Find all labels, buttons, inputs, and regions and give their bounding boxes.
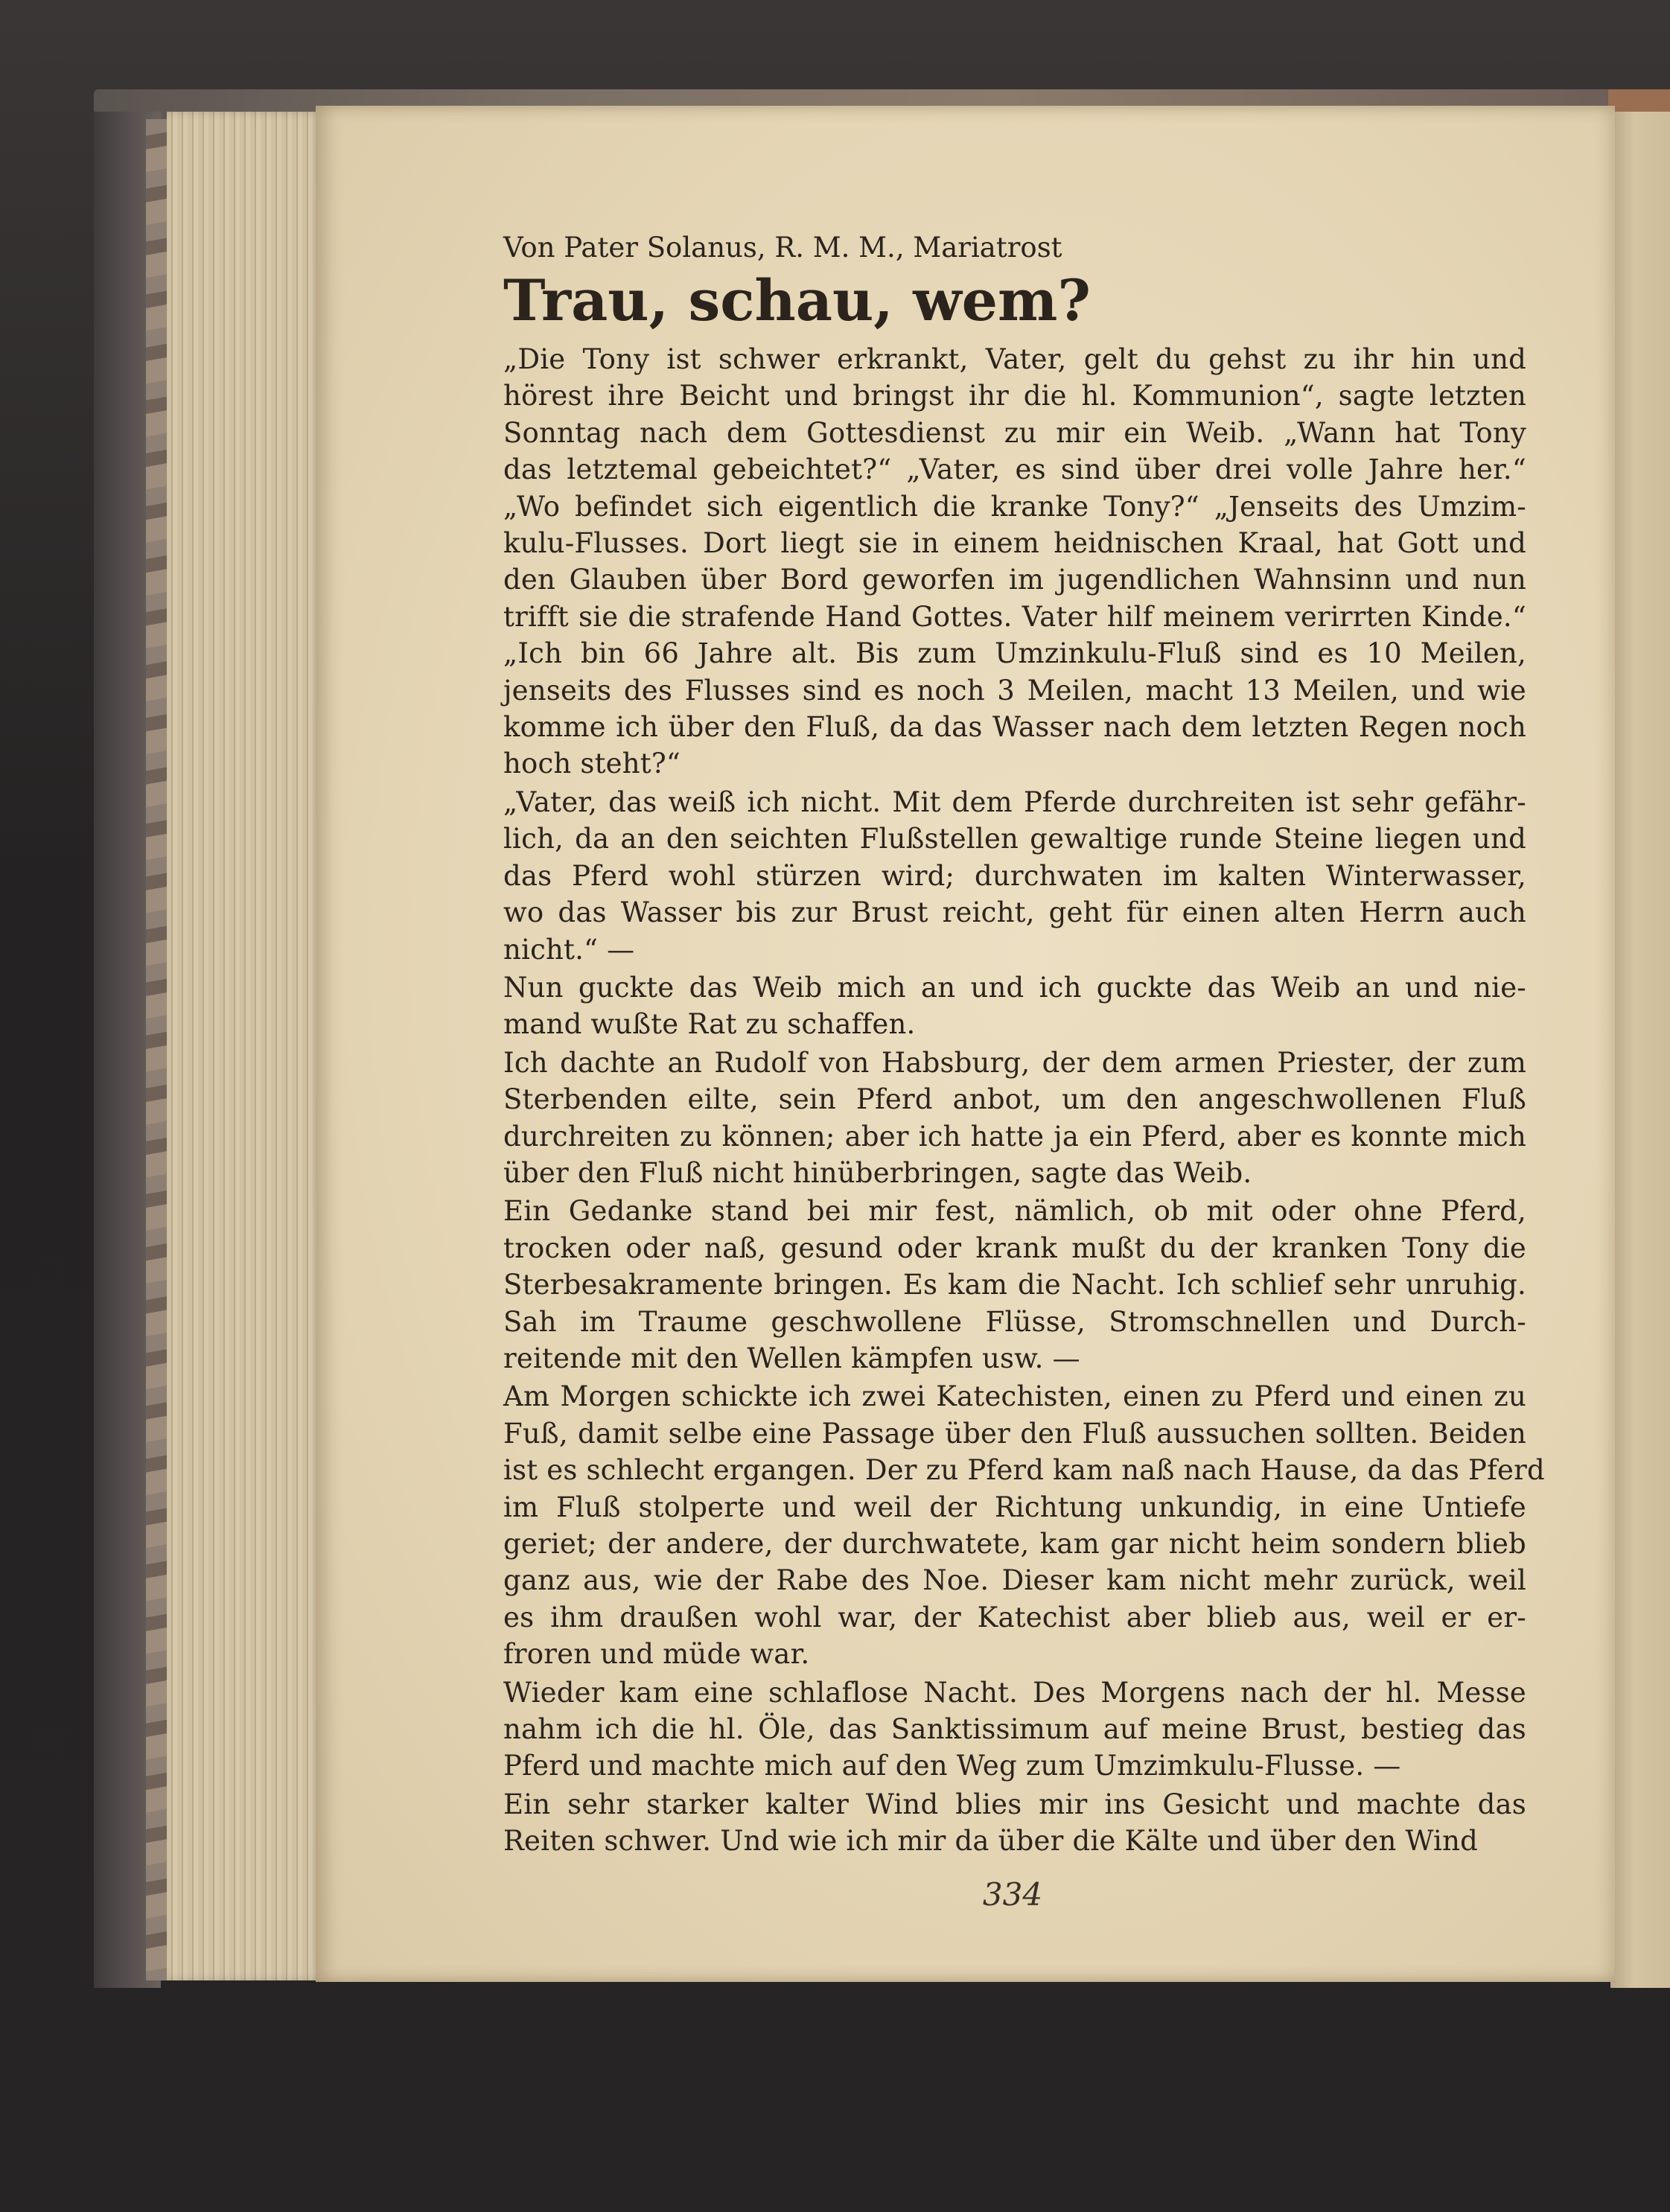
paragraph: [503, 784, 1526, 968]
text-line: hörest ihre Beicht und bringst ihr die hl. Kommunion“, sagte letzten: [503, 380, 1526, 412]
text-line: Pferd und machte mich auf den Weg zum Umzimkulu-Flusse. —: [503, 1750, 1401, 1782]
text-line: „Wo befindet sich eigentlich die kranke Tony?“ „Jenseits des Umzim-: [503, 490, 1526, 523]
text-line: „Vater, das weiß ich nicht. Mit dem Pferde durchreiten ist sehr gefähr-: [503, 785, 1526, 818]
text-line: den Glauben über Bord geworfen im jugendlichen Wahnsinn und nun: [503, 564, 1526, 596]
text-line: reitende mit den Wellen kämpfen usw. —: [503, 1342, 1080, 1374]
text-line: es ihm draußen wohl war, der Katechist aber blieb aus, weil er er-: [503, 1601, 1526, 1633]
text-line: geriet; der andere, der durchwatete, kam gar nicht heim sondern blieb: [503, 1528, 1526, 1560]
marbled-edge: [146, 119, 168, 1980]
text-line: durchreiten zu können; aber ich hatte ja ein Pferd, aber es konnte mich: [503, 1120, 1526, 1153]
text-line: nahm ich die hl. Öle, das Sanktissimum auf meine Brust, bestieg das: [503, 1713, 1526, 1746]
text-line: komme ich über den Fluß, da das Wasser nach dem letzten Regen noch: [503, 711, 1526, 744]
text-line: Fuß, damit selbe eine Passage über den Fluß aussuchen sollten. Beiden: [503, 1417, 1526, 1450]
article-body: [503, 341, 1545, 1860]
text-line: Wieder kam eine schlaflose Nacht. Des Morgens nach der hl. Messe: [503, 1676, 1526, 1709]
text-line: „Ich bin 66 Jahre alt. Bis zum Umzinkulu-Fluß sind es 10 Meilen,: [503, 637, 1526, 670]
author-byline: Von Pater Solanus, R. M. M., Mariatrost: [503, 232, 1062, 264]
text-line: Sonntag nach dem Gottesdienst zu mir ein Weib. „Wann hat Tony: [503, 416, 1526, 449]
paragraph: [503, 969, 1526, 1043]
text-line: mand wußte Rat zu schaffen.: [503, 1008, 916, 1041]
page-stack-edges: [167, 112, 323, 1980]
page-number: 334: [982, 1876, 1043, 1913]
text-line: wo das Wasser bis zur Brust reicht, geht für einen alten Herrn auch: [503, 896, 1526, 929]
article-title: Trau, schau, wem?: [503, 267, 1091, 334]
paragraph: [503, 1674, 1526, 1785]
article-text: [503, 231, 1545, 1861]
text-line: Ein sehr starker kalter Wind blies mir ins Gesicht und machte das: [503, 1788, 1526, 1820]
paragraph: [503, 1045, 1526, 1192]
text-line: im Fluß stolperte und weil der Richtung unkundig, in eine Untiefe: [503, 1491, 1526, 1523]
text-line: ist es schlecht ergangen. Der zu Pferd kam naß nach Hause, da das Pferd: [503, 1454, 1545, 1487]
text-line: jenseits des Flusses sind es noch 3 Meilen, macht 13 Meilen, und wie: [503, 674, 1526, 707]
paragraph: [503, 1378, 1545, 1672]
text-line: trifft sie die strafende Hand Gottes. Vater hilf meinem verirrten Kinde.“: [503, 600, 1526, 633]
facing-page-edge: [1610, 112, 1670, 1988]
paragraph: [503, 1786, 1526, 1860]
text-line: Sterbenden eilte, sein Pferd anbot, um den angeschwollenen Fluß: [503, 1083, 1526, 1116]
text-line: das letztemal gebeichtet?“ „Vater, es sind über drei volle Jahre her.“: [503, 453, 1526, 486]
text-line: „Die Tony ist schwer erkrankt, Vater, gelt du gehst zu ihr hin und: [503, 343, 1526, 375]
text-line: Am Morgen schickte ich zwei Katechisten, einen zu Pferd und einen zu: [503, 1380, 1526, 1413]
text-line: lich, da an den seichten Flußstellen gewaltige runde Steine liegen und: [503, 823, 1526, 855]
text-line: Ein Gedanke stand bei mir fest, nämlich, ob mit oder ohne Pferd,: [503, 1195, 1526, 1228]
text-line: Nun guckte das Weib mich an und ich guckte das Weib an und nie-: [503, 971, 1526, 1004]
paragraph: [503, 1193, 1526, 1377]
text-line: hoch steht?“: [503, 748, 681, 780]
text-line: das Pferd wohl stürzen wird; durchwaten im kalten Winterwasser,: [503, 859, 1526, 892]
text-line: über den Fluß nicht hinüberbringen, sagte das Weib.: [503, 1156, 1252, 1189]
text-line: froren und müde war.: [503, 1638, 810, 1671]
text-line: Sterbesakramente bringen. Es kam die Nacht. Ich schlief sehr unruhig.: [503, 1269, 1526, 1301]
text-line: Reiten schwer. Und wie ich mir da über die Kälte und über den Wind: [503, 1825, 1478, 1858]
text-line: Ich dachte an Rudolf von Habsburg, der dem armen Priester, der zum: [503, 1046, 1526, 1079]
text-line: nicht.“ —: [503, 933, 635, 966]
text-line: kulu-Flusses. Dort liegt sie in einem heidnischen Kraal, hat Gott und: [503, 527, 1526, 560]
text-line: Sah im Traume geschwollene Flüsse, Stromschnellen und Durch-: [503, 1305, 1526, 1338]
text-line: ganz aus, wie der Rabe des Noe. Dieser kam nicht mehr zurück, weil: [503, 1564, 1526, 1597]
text-line: trocken oder naß, gesund oder krank mußt du der kranken Tony die: [503, 1231, 1526, 1264]
paragraph: [503, 341, 1526, 783]
